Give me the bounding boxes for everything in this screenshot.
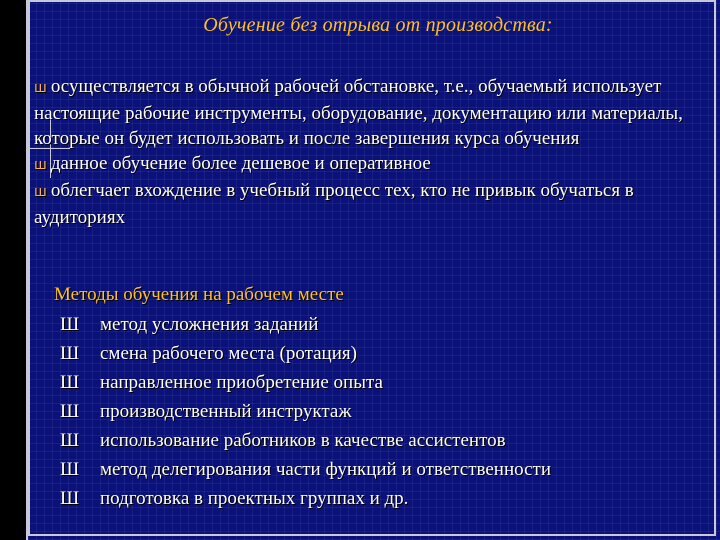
methods-list [60,312,700,515]
bullet-marker: Ш [60,459,80,480]
arrow-bullet-icon: ш [34,184,47,200]
method-text: использование работников в качестве ассистентов [100,430,506,451]
arrow-bullet-icon: ш [34,80,47,96]
paragraph-item [34,178,714,230]
methods-heading: Методы обучения на рабочем месте [54,284,344,305]
bullet-marker: Ш [60,430,80,451]
bullet-marker: Ш [60,401,80,422]
method-text: производственный инструктаж [100,401,352,422]
slide-title: Обучение без отрыва от производства: [203,14,553,36]
list-item [60,457,700,482]
paragraph-item [34,151,714,178]
paragraph-item [34,74,714,151]
intro-paragraphs [34,74,714,230]
paragraph-text: осуществляется в обычной рабочей обстановке, т.е., обучаемый использует настоящие рабочие инструменты, оборудование, документацию или материалы, которые он будет использовать и после завершения курса обучения [34,76,683,149]
method-text: метод делегирования части функций и ответственности [100,459,552,480]
list-item [60,312,700,337]
bullet-marker: Ш [60,343,80,364]
method-text: подготовка в проектных группах и др. [100,488,409,509]
paragraph-text: данное обучение более дешевое и оперативное [50,153,431,174]
list-item [60,428,700,453]
arrow-bullet-icon: ш [34,157,47,173]
list-item [60,370,700,395]
bullet-marker: Ш [60,372,80,393]
paragraph-text: облегчает вхождение в учебный процесс тех, кто не привык обучаться в аудиториях [34,180,634,228]
method-text: смена рабочего места (ротация) [100,343,357,364]
list-item [60,486,700,511]
list-item [60,341,700,366]
bullet-marker: Ш [60,488,80,509]
method-text: направленное приобретение опыта [100,372,383,393]
list-item [60,399,700,424]
method-text: метод усложнения заданий [100,314,319,335]
bullet-marker: Ш [60,314,80,335]
